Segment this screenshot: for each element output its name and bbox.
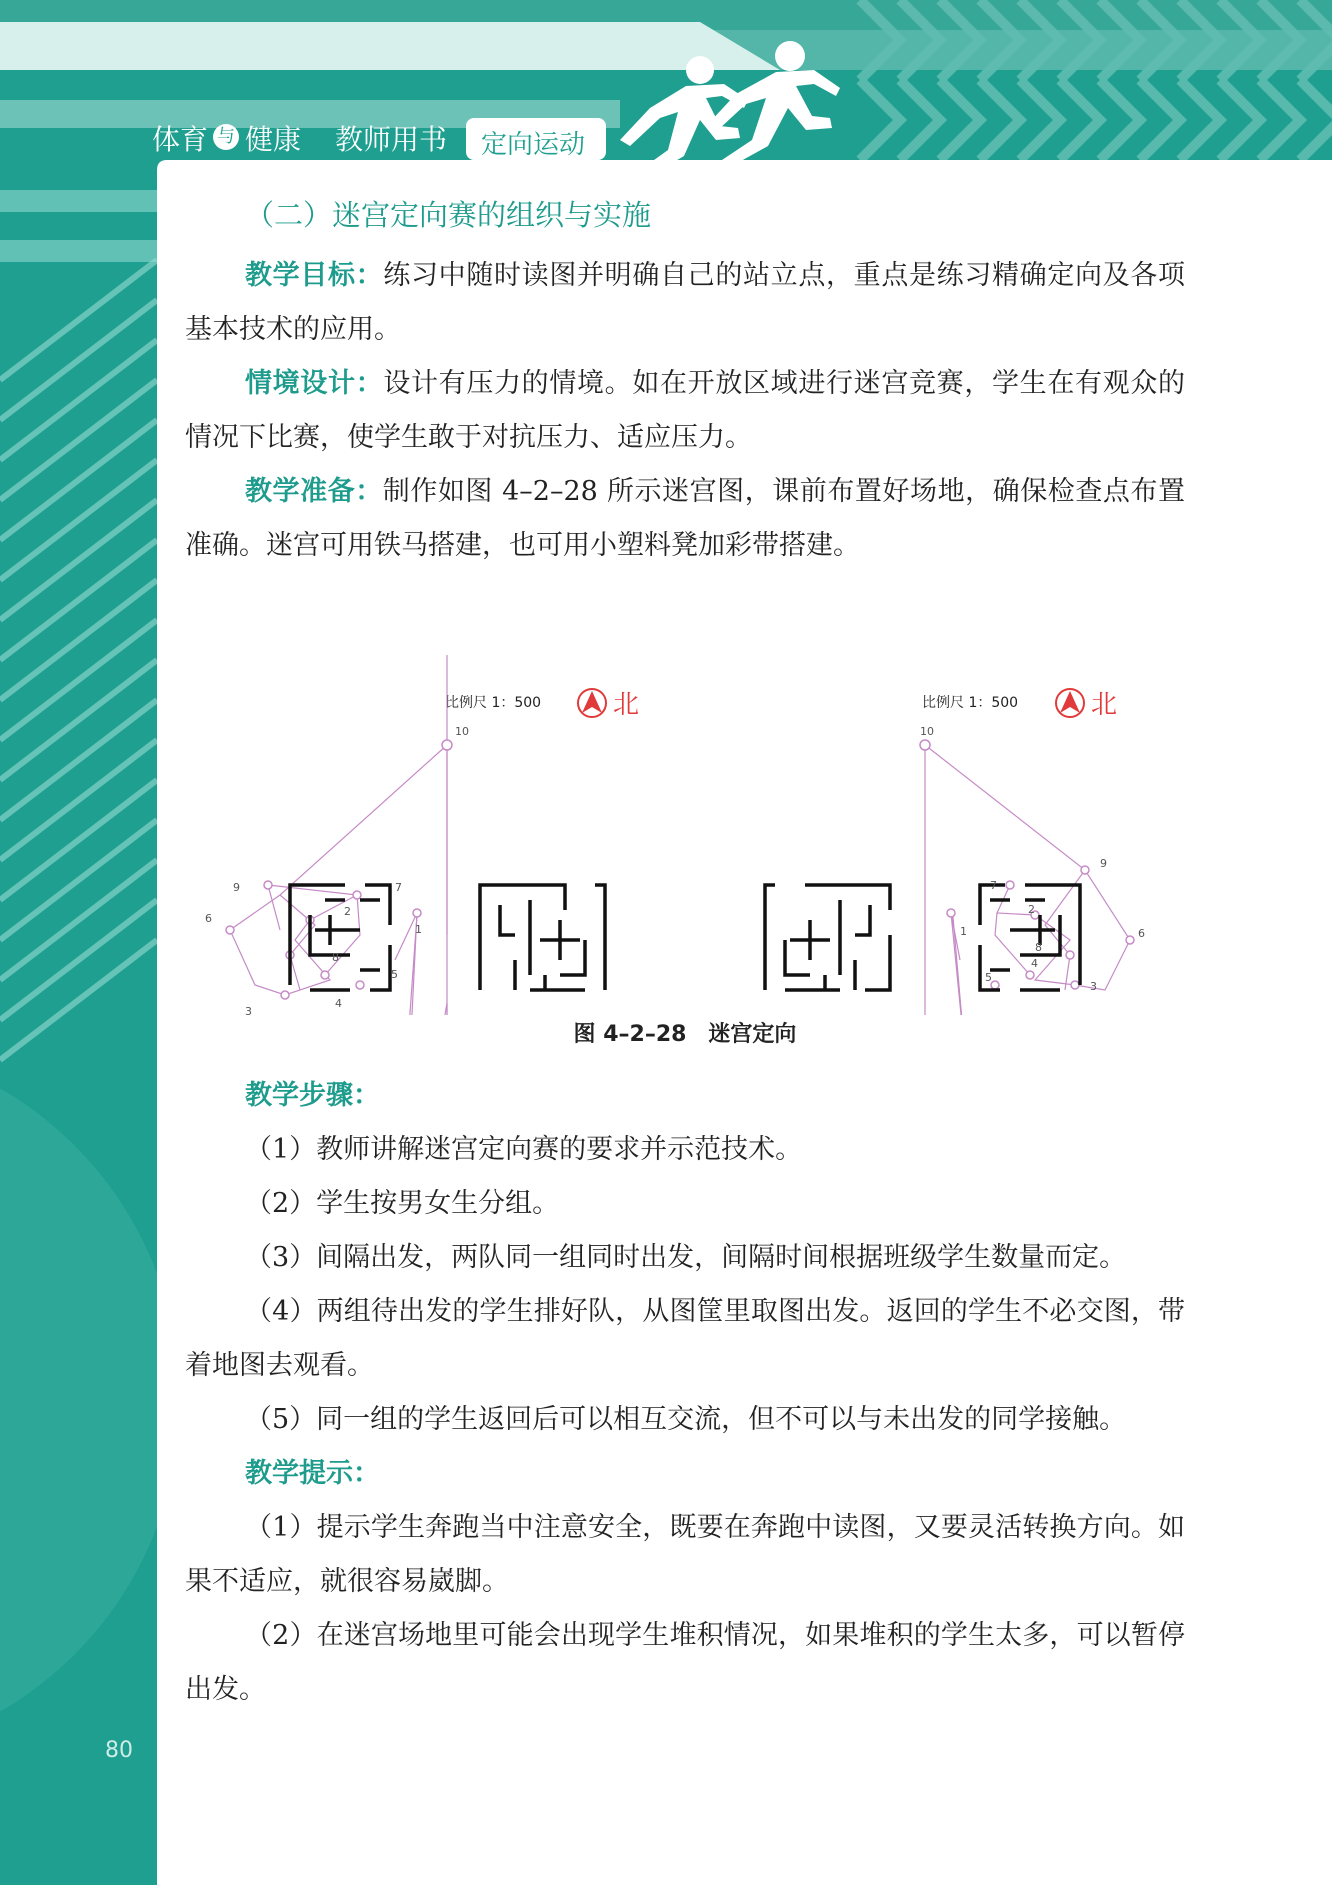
tips-heading: 教学提示：	[245, 1458, 380, 1489]
step-item: （3）间隔出发，两队同一组同时出发，间隔时间根据班级学生数量而定。	[245, 1242, 1127, 1273]
step-item: （1）教师讲解迷宫定向赛的要求并示范技术。	[245, 1134, 803, 1165]
step-item: （4）两组待出发的学生排好队，从图筐里取图出发。返回的学生不必交图，带着地图去观看。	[185, 1296, 1185, 1381]
preparation-paragraph	[185, 465, 1185, 573]
right-north-label: 北	[1091, 690, 1118, 720]
maze-figure	[185, 595, 1185, 1015]
page-number: 80	[105, 1738, 133, 1763]
svg-text:1: 1	[960, 925, 967, 938]
left-maze-map	[205, 655, 639, 1015]
sidebar-band	[0, 0, 157, 1885]
svg-text:10: 10	[455, 725, 469, 738]
svg-text:9: 9	[1100, 857, 1107, 870]
tip-item: （2）在迷宫场地里可能会出现学生堆积情况，如果堆积的学生太多，可以暂停出发。	[185, 1620, 1185, 1705]
left-north-label: 北	[613, 690, 640, 720]
book-title-part2: 健康	[245, 123, 302, 156]
svg-text:2: 2	[1028, 903, 1035, 916]
section-title: （二）迷宫定向赛的组织与实施	[245, 198, 652, 232]
svg-text:7: 7	[990, 879, 997, 892]
tip-item: （1）提示学生奔跑当中注意安全，既要在奔跑中读图，又要灵活转换方向。如果不适应，就很容易崴脚。	[185, 1512, 1185, 1597]
left-north-icon	[578, 689, 606, 717]
sidebar-decoration	[0, 0, 157, 1885]
svg-text:5: 5	[985, 971, 992, 984]
preparation-text: 制作如图 4–2–28 所示迷宫图，课前布置好场地，确保检查点布置准确。迷宫可用铁马搭建，也可用小塑料凳加彩带搭建。	[185, 476, 1185, 561]
svg-text:2: 2	[344, 905, 351, 918]
step-item: （5）同一组的学生返回后可以相互交流，但不可以与未出发的同学接触。	[245, 1404, 1127, 1435]
svg-text:6: 6	[1138, 927, 1145, 940]
chapter-tab: 定向运动	[481, 130, 586, 160]
svg-text:5: 5	[391, 968, 398, 981]
page-content	[185, 195, 1185, 1717]
scenario-label: 情境设计：	[245, 368, 384, 399]
svg-text:7: 7	[395, 881, 402, 894]
book-subtitle: 教师用书	[335, 123, 448, 156]
svg-text:4: 4	[335, 997, 342, 1010]
teaching-goal-text: 练习中随时读图并明确自己的站立点，重点是练习精确定向及各项基本技术的应用。	[185, 260, 1186, 345]
preparation-label: 教学准备：	[245, 476, 383, 507]
scenario-text: 设计有压力的情境。如在开放区域进行迷宫竞赛，学生在有观众的情况下比赛，使学生敢于对抗压力、适应压力。	[185, 368, 1186, 453]
svg-text:4: 4	[1031, 957, 1038, 970]
right-north-icon	[1056, 689, 1084, 717]
svg-text:3: 3	[1090, 980, 1097, 993]
svg-text:8: 8	[1035, 941, 1042, 954]
svg-text:1: 1	[415, 923, 422, 936]
steps-heading: 教学步骤：	[245, 1080, 380, 1111]
figure-caption: 图 4–2–28 迷宫定向	[573, 1022, 797, 1047]
right-maze-map	[765, 689, 1145, 1015]
svg-text:9: 9	[233, 881, 240, 894]
page-header	[0, 0, 1332, 183]
teaching-goal-paragraph	[185, 249, 1185, 357]
step-item: （2）学生按男女生分组。	[245, 1188, 560, 1219]
book-title-connector: 与	[213, 124, 239, 150]
left-scale-label: 比例尺 1：500	[445, 695, 542, 711]
svg-text:8: 8	[332, 951, 339, 964]
left-cp-3: 3	[245, 1005, 252, 1015]
teaching-goal-label: 教学目标：	[245, 260, 384, 291]
scenario-paragraph	[185, 357, 1185, 465]
book-title-part1: 体育	[152, 123, 209, 156]
svg-text:6: 6	[205, 912, 212, 925]
svg-text:10: 10	[920, 725, 934, 738]
right-scale-label: 比例尺 1：500	[922, 695, 1019, 711]
maze-maps	[185, 595, 1185, 1015]
